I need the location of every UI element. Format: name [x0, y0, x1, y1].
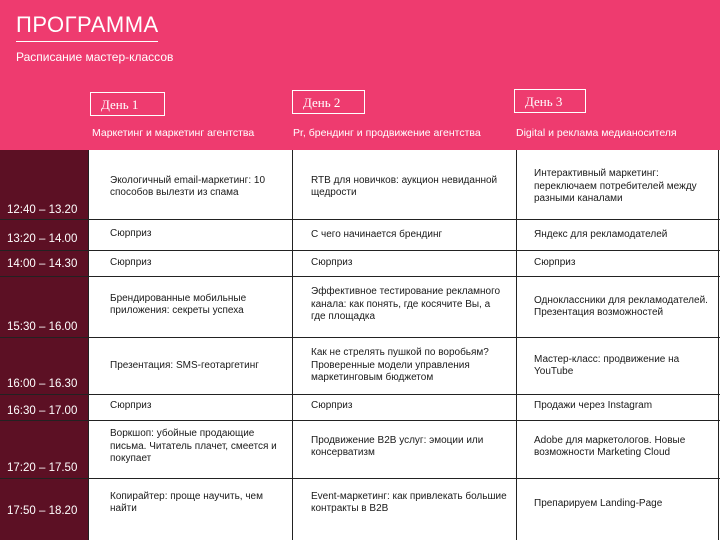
column-divider [292, 150, 293, 540]
session-day-2[interactable]: Сюрприз [311, 256, 353, 268]
day-1-tab[interactable] [90, 92, 165, 116]
day-3-tab[interactable] [514, 89, 586, 113]
column-divider [718, 150, 719, 540]
session-day-3[interactable]: Одноклассники для рекламодателей. Презентация возможностей [534, 294, 708, 318]
time-slot: 16:00 – 16.30 [7, 378, 78, 390]
day-1-description: Маркетинг и маркетинг агентства [92, 127, 255, 139]
time-slot: 17:20 – 17.50 [7, 462, 78, 474]
page-subtitle: Расписание мастер-классов [16, 50, 174, 64]
row-divider [0, 219, 720, 220]
time-slot: 17:50 – 18.20 [7, 505, 78, 517]
day-1-label: День 1 [101, 97, 139, 112]
session-day-1[interactable]: Брендированные мобильные приложения: секреты успеха [110, 292, 247, 316]
column-divider [88, 150, 89, 540]
day-3-description: Digital и реклама медианосителя [516, 127, 677, 139]
session-day-2[interactable]: Сюрприз [311, 399, 353, 411]
day-2-label: День 2 [303, 95, 341, 110]
session-day-3[interactable]: Сюрприз [534, 256, 576, 268]
row-divider [0, 478, 720, 479]
session-day-1[interactable]: Сюрприз [110, 399, 152, 411]
row-divider [0, 337, 720, 338]
session-day-3[interactable]: Продажи через Instagram [534, 399, 653, 411]
session-day-1[interactable]: Экологичный email-маркетинг: 10 способов вылезти из спама [110, 174, 265, 198]
session-day-2[interactable]: Event-маркетинг: как привлекать большие контракты в B2B [311, 490, 507, 514]
session-day-1[interactable]: Копирайтер: проще научить, чем найти [110, 490, 263, 514]
session-day-3[interactable]: Яндекс для рекламодателей [534, 228, 668, 240]
session-day-3[interactable]: Интерактивный маркетинг: переключаем потребителей между разными каналами [534, 168, 697, 205]
session-day-2[interactable]: Эффективное тестирование рекламного канала: как понять, где косячите Вы, а где площадка [311, 286, 501, 323]
session-day-2[interactable]: Продвижение B2B услуг: эмоции или консерватизм [311, 434, 484, 458]
day-3-label: День 3 [525, 94, 563, 109]
session-day-2[interactable]: RTB для новичков: аукцион невиданной щедрости [311, 174, 498, 198]
day-2-description: Pr, брендинг и продвижение агентства [293, 127, 481, 139]
session-day-3[interactable]: Adobe для маркетологов. Новые возможности Marketing Cloud [534, 434, 686, 458]
session-day-1[interactable]: Воркшоп: убойные продающие письма. Читатель плачет, смеется и покупает [110, 428, 277, 465]
page-title: ПРОГРАММА [16, 12, 159, 37]
header-banner [0, 0, 720, 150]
time-slot: 16:30 – 17.00 [7, 405, 78, 417]
session-day-1[interactable]: Презентация: SMS-геотаргетинг [110, 359, 259, 371]
day-2-tab[interactable] [292, 90, 365, 114]
row-divider [0, 420, 720, 421]
time-slot: 15:30 – 16.00 [7, 321, 78, 333]
time-slot: 13:20 – 14.00 [7, 233, 78, 245]
title-underline [16, 41, 158, 42]
column-divider [516, 150, 517, 540]
time-slot: 14:00 – 14.30 [7, 258, 78, 270]
session-day-1[interactable]: Сюрприз [110, 256, 152, 268]
row-divider [0, 394, 720, 395]
row-divider [0, 250, 720, 251]
time-slot: 12:40 – 13.20 [7, 204, 78, 216]
session-day-1[interactable]: Сюрприз [110, 227, 152, 239]
session-day-2[interactable]: Как не стрелять пушкой по воробьям? Проверенные модели управления маркетинговым бюджетом [311, 347, 489, 384]
session-day-3[interactable]: Препарируем Landing-Page [534, 497, 663, 509]
row-divider [0, 276, 720, 277]
session-day-2[interactable]: С чего начинается брендинг [311, 228, 443, 240]
session-day-3[interactable]: Мастер-класс: продвижение на YouTube [534, 353, 680, 377]
